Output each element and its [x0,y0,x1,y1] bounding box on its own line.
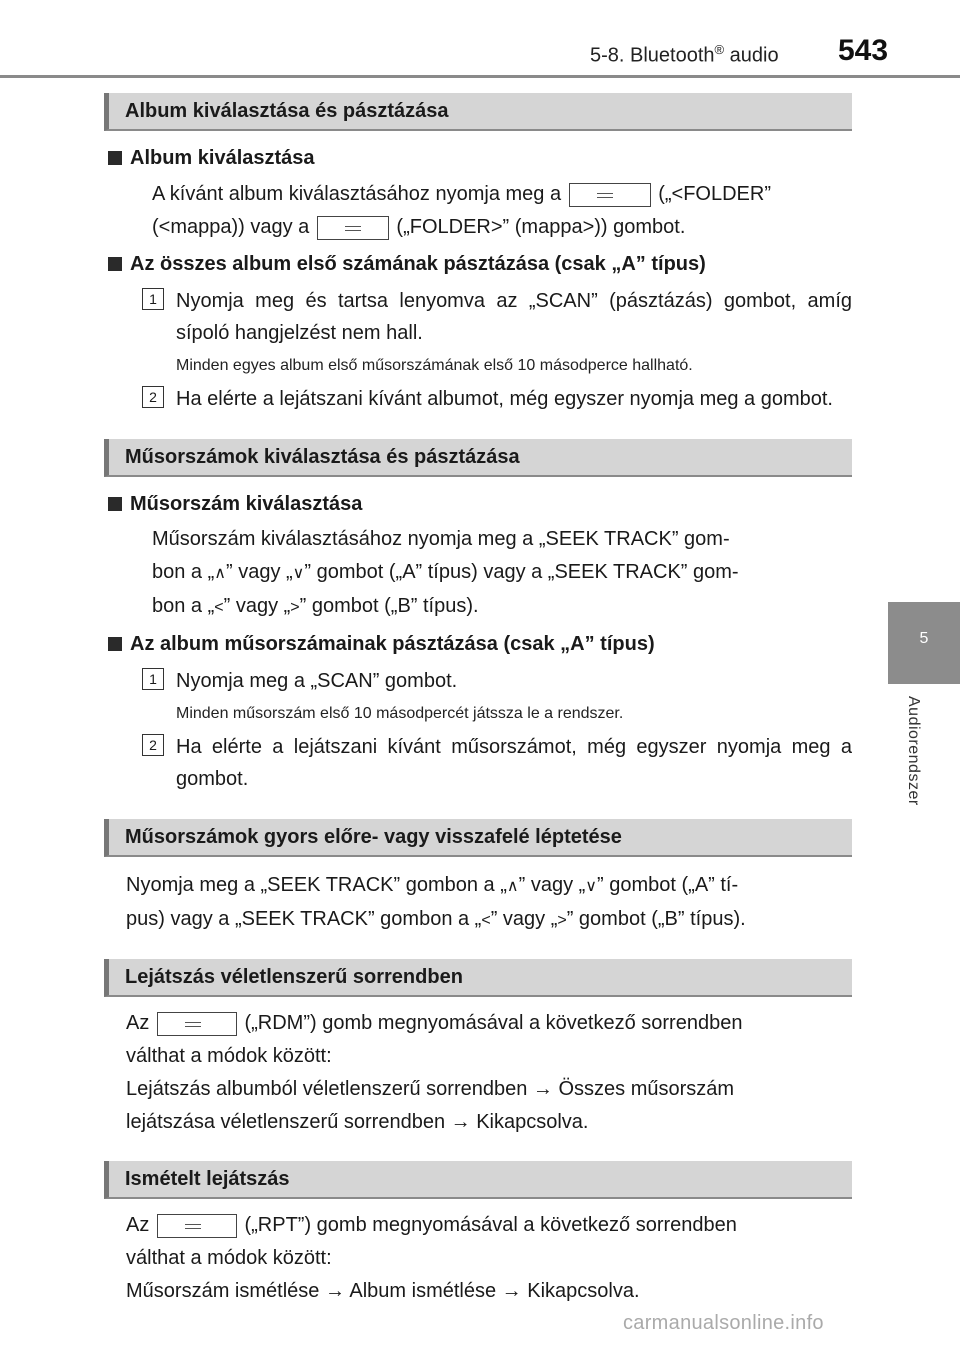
right-arrow-icon: > [290,599,300,616]
watermark: carmanualsonline.info [623,1312,824,1334]
subheading-album-scan [104,249,852,279]
arrow-right-icon: → [501,1280,522,1302]
step-item: 2 Ha elérte a lejátszani kívánt műsorszámot, még egyszer nyomja meg a gombot. [104,731,852,795]
section-title-repeat: Ismételt lejátszás [104,1161,852,1199]
chapter-number: 5 [919,630,929,647]
chapter-label: Audiorendszer [905,696,922,806]
step-item: 1 Nyomja meg és tartsa lenyomva az „SCAN” (pásztázás) gombot, amíg sípoló hangjelzést nem hall. [104,285,852,349]
square-bullet-icon [108,257,122,271]
note-text: Minden műsorszám első 10 másodpercét játssza le a rendszer. [176,705,624,722]
section-prefix: 5-8. Bluetooth [590,44,715,67]
page-number: 543 [838,34,889,67]
note-text: Minden egyes album első műsorszámának első 10 másodperce hallható. [176,357,693,374]
registered-mark: ® [714,42,725,57]
section-suffix: audio [724,44,779,67]
arrow-right-icon: → [324,1280,345,1302]
subheading-text: Az összes album első számának pásztázása (csak „A” típus) [130,253,706,275]
subheading-track-scan [104,629,852,659]
step-item: 2 Ha elérte a lejátszani kívánt albumot, még egyszer nyomja meg a gombot. [104,383,852,415]
section-title-seek: Műsorszámok gyors előre- vagy visszafelé léptetése [104,819,852,857]
square-bullet-icon [108,497,122,511]
header-divider [0,75,960,78]
subheading-text: Műsorszám kiválasztása [130,493,363,515]
down-arrow-icon: ∨ [292,565,305,582]
chapter-tab [888,602,960,684]
arrow-right-icon: → [532,1078,553,1100]
up-arrow-icon: ∧ [506,878,519,895]
step-number: 2 [142,386,164,408]
step-number: 2 [142,734,164,756]
left-arrow-icon: < [214,599,224,616]
up-arrow-icon: ∧ [214,565,226,582]
section-title-tracks: Műsorszámok kiválasztása és pásztázása [104,439,852,477]
section-title-random: Lejátszás véletlenszerű sorrendben [104,959,852,997]
paragraph-seek: Nyomja meg a „SEEK TRACK” gombon a „∧” vagy „∨” gombot („A” tí- pus) vagy a „SEEK TRACK” gombon a „<” vagy „>” gombot („B” típus). [126,874,746,930]
rdm-button-icon [157,1012,237,1036]
folder-down-button-icon [569,183,651,207]
page-content [104,93,852,1308]
paragraph-random: Az („RDM”) gomb megnyomásával a következő sorrendben válthat a módok között: Lejátszás albumból véletlenszerű sorrendben → Összes műsorszám lejátszása véletlenszerű sorrendben → Kikapcsolva. [126,1012,743,1133]
step-number: 1 [142,288,164,310]
rpt-button-icon [157,1214,237,1238]
paragraph-repeat: Az („RPT”) gomb megnyomásával a következő sorrendben válthat a módok között: Műsorszám ismétlése → Album ismétlése → Kikapcsolva. [126,1214,737,1302]
left-arrow-icon: < [481,912,491,929]
right-arrow-icon: > [557,912,567,929]
step-number: 1 [142,668,164,690]
paragraph-album-select: A kívánt album kiválasztásához nyomja meg a („<FOLDER” (<mappa)) vagy a („FOLDER>” (mappa>)) gombot. [152,183,771,238]
subheading-text: Album kiválasztása [130,147,315,169]
square-bullet-icon [108,637,122,651]
square-bullet-icon [108,151,122,165]
folder-up-button-icon [317,216,389,240]
paragraph-track-select: Műsorszám kiválasztásához nyomja meg a „SEEK TRACK” gom- bon a „∧” vagy „∨” gombot („A” típus) vagy a „SEEK TRACK” gom- bon a „<” vagy „>” gombot („B” típus). [152,528,739,617]
subheading-album-select [104,143,852,173]
down-arrow-icon: ∨ [585,878,598,895]
subheading-text: Az album műsorszámainak pásztázása (csak „A” típus) [130,633,655,655]
section-title-album: Album kiválasztása és pásztázása [104,93,852,131]
section-header [590,42,779,68]
arrow-right-icon: → [450,1111,471,1133]
step-item: 1 Nyomja meg a „SCAN” gombot. [104,665,852,697]
subheading-track-select [104,489,852,519]
